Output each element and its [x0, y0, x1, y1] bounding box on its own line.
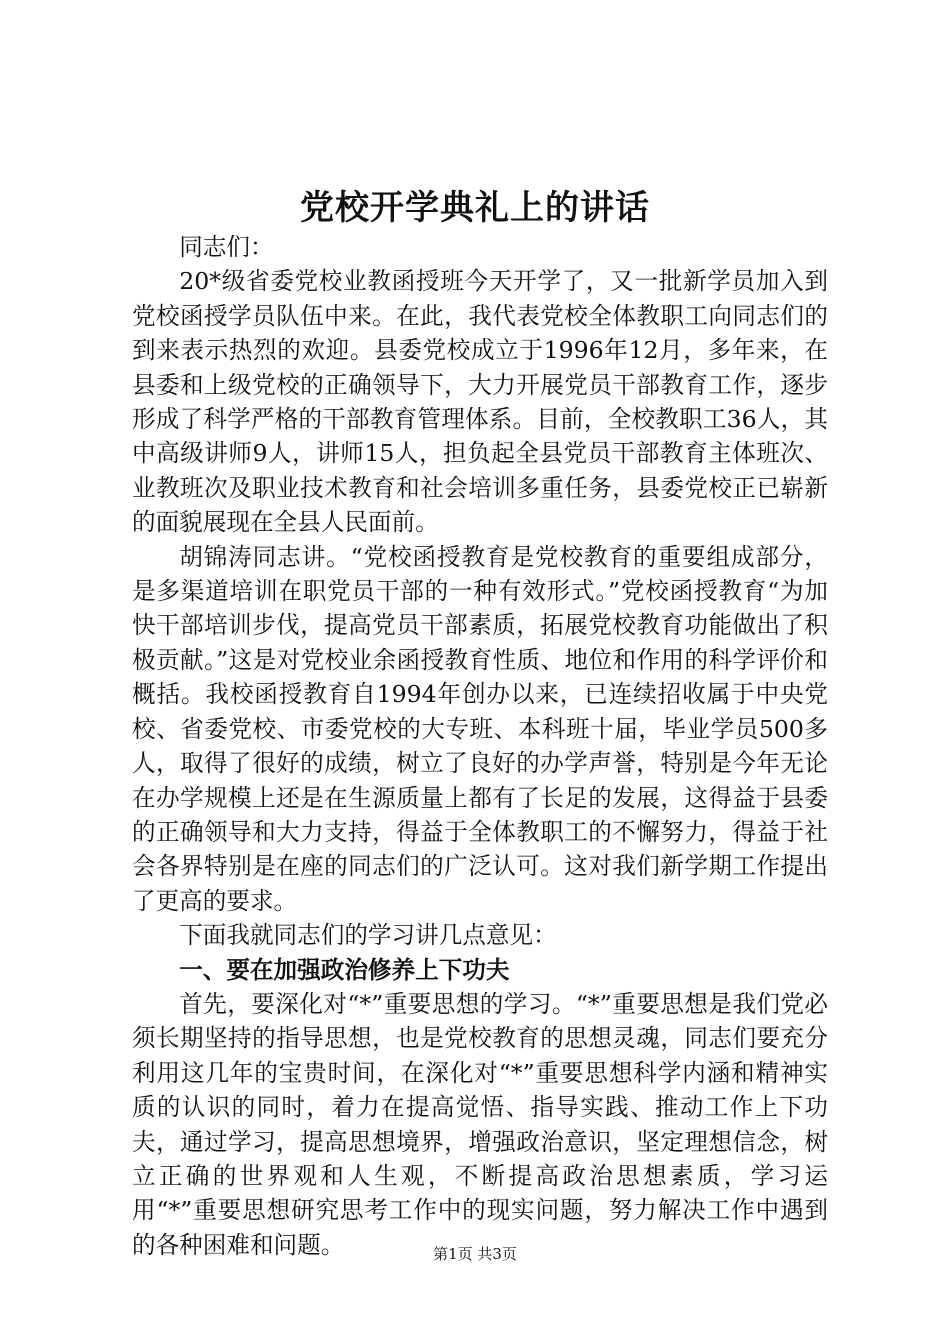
paragraph-3: 下面我就同志们的学习讲几点意见：: [179, 921, 557, 950]
paragraph-2: 胡锦涛同志讲。“党校函授教育是党校教育的重要组成部分，是多渠道培训在职党员干部的一种有效形式。”党校函授教育“为加快干部培训步伐，提高党员干部素质，拓展党校教育功能做出了积极贡献。”这是对党校业余函授教育性质、地位和作用的科学评价和概括。我校函授教育自1994年创办以来，已连续招收属于中央党校、省委党校、市委党校的大专班、本科班十届，毕业学员500多人，取得了很好的成绩，树立了良好的办学声誉，特别是今年无论在办学规模上还是在生源质量上都有了长足的发展，这得益于县委的正确领导和大力支持，得益于全体教职工的不懈努力，得益于社会各界特别是在座的同志们的广泛认可。这对我们新学期工作提出了更高的要求。: [132, 542, 828, 915]
salutation: 同志们：: [179, 233, 274, 261]
section-paragraph: 首先，要深化对“*”重要思想的学习。“*”重要思想是我们党必须长期坚持的指导思想，也是党校教育的思想灵魂，同志们要充分利用这几年的宝贵时间，在深化对“*”重要思想科学内涵和精神实质的认识的同时，着力在提高觉悟、指导实践、推动工作上下功夫，通过学习，提高思想境界，增强政治意识，坚定理想信念，树立正确的世界观和人生观，不断提高政治思想素质，学习运用“*”重要思想研究思考工作中的现实问题，努力解决工作中遇到的各种困难和问题。: [132, 989, 828, 1259]
document-body: [132, 230, 828, 1262]
paragraph-1: 20*级省委党校业教函授班今天开学了，又一批新学员加入到党校函授学员队伍中来。在此，我代表党校全体教职工向同志们的到来表示热烈的欢迎。县委党校成立于1996年12月，多年来，在县委和上级党校的正确领导下，大力开展党员干部教育工作，逐步形成了科学严格的干部教育管理体系。目前，全校教职工36人，其中高级讲师9人，讲师15人，担负起全县党员干部教育主体班次、业教班次及职业技术教育和社会培训多重任务，县委党校正已崭新的面貌展现在全县人民面前。: [132, 267, 828, 537]
page-number-footer: 第1页 共3页: [433, 1245, 517, 1263]
document-title: 党校开学典礼上的讲话: [300, 188, 650, 228]
section-heading: 一、要在加强政治修养上下功夫: [179, 955, 510, 984]
